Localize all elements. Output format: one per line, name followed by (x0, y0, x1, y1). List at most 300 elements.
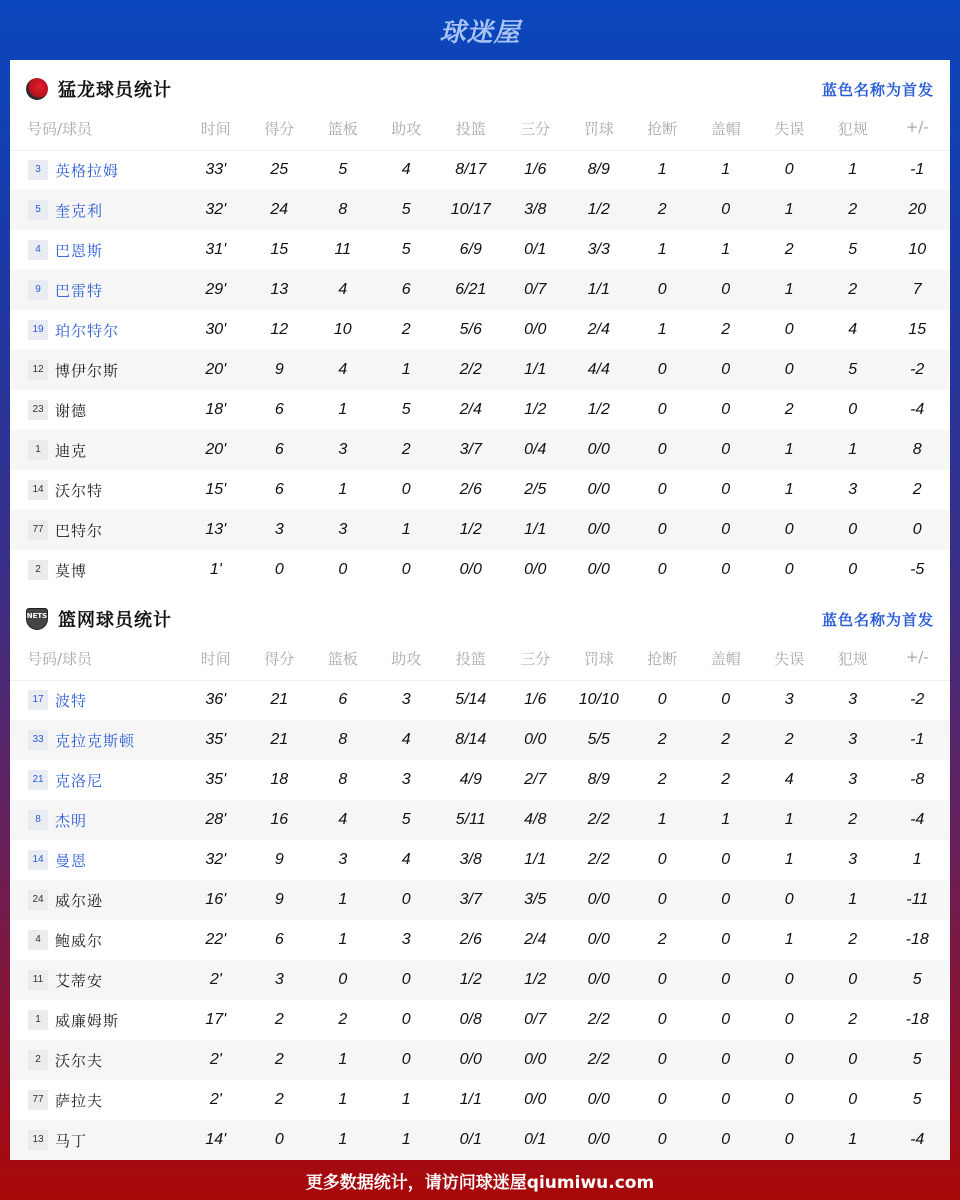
stat-cell: 2 (694, 720, 757, 760)
stat-cell: -18 (905, 1011, 929, 1028)
stat-cell: 0 (375, 1040, 438, 1080)
table-row (10, 430, 950, 470)
stat-cell: 3 (401, 931, 411, 948)
stat-cell: 3/8 (459, 851, 482, 868)
player-name: 马丁 (55, 1131, 88, 1150)
stat-cell: 5/14 (455, 691, 487, 709)
column-header: 盖帽 (694, 118, 757, 150)
player-name: 巴特尔 (55, 521, 104, 540)
stat-cell: 15' (205, 481, 227, 498)
stat-cell: 18' (205, 401, 227, 418)
stat-cell: 0/1 (504, 1120, 567, 1160)
stat-cell: 1 (721, 161, 731, 179)
player-name: 威尔逊 (55, 891, 104, 910)
stat-cell: 0 (631, 880, 694, 920)
jersey-number-badge: 33 (28, 730, 48, 750)
jersey-number-badge: 11 (28, 970, 48, 990)
stat-cell: 0 (784, 321, 794, 338)
stat-cell: 4 (311, 800, 374, 840)
stat-cell: 0 (721, 561, 731, 578)
stat-cell: 10 (333, 321, 352, 338)
stat-cell: 1 (657, 161, 667, 179)
stat-cell: 1 (375, 1120, 438, 1160)
stat-cell: 1/2 (587, 401, 610, 418)
column-header: 失误 (757, 648, 820, 680)
stat-cell: 2/2 (567, 1040, 630, 1080)
stat-cell: 5 (884, 1040, 950, 1080)
stat-cell: 1 (757, 800, 820, 840)
stat-cell: 33' (205, 161, 227, 179)
column-header: 得分 (248, 118, 311, 150)
column-header: 盖帽 (694, 648, 757, 680)
stat-cell: 1/2 (524, 401, 547, 418)
column-header: 抢断 (631, 648, 694, 680)
stat-cell: 0 (338, 561, 348, 578)
stat-cell: 0 (274, 561, 284, 578)
stat-cell: 1 (821, 880, 884, 920)
footer-text: 更多数据统计，请访问球迷屋qiumiwu.com (305, 1172, 655, 1193)
stat-cell: 2/2 (567, 800, 630, 840)
stat-cell: 6 (375, 270, 438, 310)
player-name: 巴恩斯 (55, 241, 104, 260)
stat-cell: 0 (401, 1011, 411, 1028)
stat-cell: 1/1 (459, 1091, 482, 1108)
stat-cell: 2/4 (587, 321, 610, 338)
stat-cell: 0 (694, 1040, 757, 1080)
stat-cell: 3 (311, 430, 374, 470)
stat-cell: 0 (757, 1120, 820, 1160)
stat-cell: 1/2 (567, 190, 630, 230)
stat-cell: 2 (401, 321, 411, 338)
stat-cell: 0 (721, 691, 731, 709)
stat-cell: 3 (821, 720, 884, 760)
brand-logo: 球迷屋 (439, 17, 521, 48)
player-cell (10, 190, 184, 230)
player-cell (10, 680, 184, 720)
stat-cell: 8/9 (587, 771, 610, 788)
stat-cell: 2 (721, 771, 731, 788)
player-cell (10, 510, 184, 550)
stat-cell: 0 (884, 510, 950, 550)
jersey-number-badge: 12 (28, 360, 48, 380)
stat-cell: 9 (274, 851, 284, 868)
stat-cell: 0 (401, 481, 411, 498)
starter-legend-note: 蓝色名称为首发 (821, 80, 934, 99)
stat-cell: 2 (274, 1091, 284, 1108)
footer-banner (0, 1160, 960, 1200)
stat-cell: 0 (694, 190, 757, 230)
stat-cell: 0 (694, 350, 757, 390)
stat-cell: 0 (694, 960, 757, 1000)
jersey-number-badge: 24 (28, 890, 48, 910)
jersey-number-badge: 4 (28, 930, 48, 950)
stat-cell: 0 (657, 1011, 667, 1028)
team-title (26, 76, 172, 102)
stat-cell: 1/2 (504, 960, 567, 1000)
stat-cell: 1 (375, 350, 438, 390)
stat-cell: 3 (401, 691, 411, 709)
stat-cell: 2' (209, 1091, 222, 1108)
player-name: 沃尔夫 (55, 1051, 104, 1070)
stat-cell: 8 (884, 430, 950, 470)
stat-cell: 1 (311, 880, 374, 920)
stat-cell: 0/8 (459, 1011, 482, 1028)
nets-logo-icon: NETS (26, 608, 48, 630)
stat-cell: 11 (334, 241, 352, 258)
jersey-number-badge: 13 (28, 1130, 48, 1150)
player-name: 艾蒂安 (55, 971, 104, 990)
stat-cell: -4 (884, 1120, 950, 1160)
player-name: 珀尔特尔 (55, 321, 120, 340)
stat-cell: 1 (848, 161, 858, 179)
stat-cell: 2 (784, 401, 794, 418)
stat-cell: 0 (631, 350, 694, 390)
stat-cell: -2 (910, 691, 925, 709)
player-cell (10, 350, 184, 390)
table-row (10, 270, 950, 310)
stat-cell: 5 (338, 161, 348, 179)
team-title (26, 606, 172, 632)
stat-cell: -8 (910, 771, 925, 788)
stat-cell: 13' (184, 510, 247, 550)
stat-cell: -11 (884, 880, 950, 920)
table-row (10, 720, 950, 760)
stat-cell: 0/7 (524, 1011, 547, 1028)
stat-cell: 18 (270, 771, 289, 788)
stat-cell: 5 (375, 800, 438, 840)
stat-cell: 0 (694, 1120, 757, 1160)
player-name: 克洛尼 (55, 771, 104, 790)
player-name: 鲍威尔 (55, 931, 104, 950)
stat-cell: 2 (657, 771, 667, 788)
stat-cell: 0 (657, 561, 667, 578)
stat-cell: 0 (631, 1120, 694, 1160)
stat-cell: 0 (694, 430, 757, 470)
stat-cell: 8/14 (438, 720, 504, 760)
jersey-number-badge: 77 (28, 1090, 48, 1110)
stat-cell: 0/0 (524, 321, 547, 338)
stat-cell: 3/7 (438, 430, 504, 470)
stat-cell: 0 (721, 401, 731, 418)
stat-cell: 5 (912, 1091, 922, 1108)
stat-cell: 1 (757, 190, 820, 230)
column-header: 助攻 (375, 648, 438, 680)
jersey-number-badge: 23 (28, 400, 48, 420)
table-header-row (10, 118, 950, 150)
table-row (10, 880, 950, 920)
player-cell (10, 760, 184, 800)
stat-cell: 3 (338, 851, 348, 868)
column-header: 抢断 (631, 118, 694, 150)
stat-cell: 2/6 (459, 481, 482, 498)
stat-cell: 0 (401, 561, 411, 578)
table-row (10, 150, 950, 190)
player-cell (10, 920, 184, 960)
stat-cell: 4 (311, 270, 374, 310)
stat-cell: 31' (205, 241, 227, 258)
table-row (10, 230, 950, 270)
stat-cell: 0 (757, 960, 820, 1000)
team-name: 篮网球员统计 (58, 610, 172, 631)
stat-cell: 16 (248, 800, 311, 840)
player-cell (10, 430, 184, 470)
stat-cell: 3/7 (438, 880, 504, 920)
stat-cell: 2 (784, 241, 794, 258)
player-name: 克拉克斯顿 (55, 731, 136, 750)
jersey-number-badge: 14 (28, 480, 48, 500)
stat-cell: 2 (848, 931, 858, 948)
stat-cell: 17' (205, 1011, 227, 1028)
player-name: 博伊尔斯 (55, 361, 120, 380)
stat-cell: 7 (884, 270, 950, 310)
stat-cell: 0 (757, 1040, 820, 1080)
stat-cell: 0/0 (587, 1091, 610, 1108)
stat-cell: 25 (270, 161, 289, 179)
stat-cell: 0 (848, 561, 858, 578)
stat-cell: 1 (821, 430, 884, 470)
player-cell (10, 960, 184, 1000)
stat-cell: 2' (184, 960, 247, 1000)
table-row (10, 470, 950, 510)
section-header (10, 590, 950, 648)
stat-cell: 1 (757, 270, 820, 310)
stat-cell: 6 (274, 401, 284, 418)
stat-cell: 1/2 (438, 960, 504, 1000)
stat-cell: 0 (721, 1091, 731, 1108)
stat-cell: 1 (401, 1091, 411, 1108)
stat-cell: 1/2 (438, 510, 504, 550)
stat-cell: 22' (205, 931, 227, 948)
stat-cell: 16' (184, 880, 247, 920)
player-stats-table (10, 648, 950, 1160)
stat-cell: 0 (694, 510, 757, 550)
table-row (10, 920, 950, 960)
stat-cell: 20' (184, 430, 247, 470)
stat-cell: 1 (694, 800, 757, 840)
stat-cell: 0 (631, 430, 694, 470)
stat-cell: 6 (248, 430, 311, 470)
stat-cell: 3 (248, 960, 311, 1000)
stat-cell: 2/7 (524, 771, 547, 788)
player-cell (10, 310, 184, 350)
stat-cell: 1 (338, 931, 348, 948)
jersey-number-badge: 9 (28, 280, 48, 300)
stat-cell: 20 (884, 190, 950, 230)
player-name: 奎克利 (55, 201, 104, 220)
stat-cell: 1 (721, 241, 731, 258)
table-row (10, 190, 950, 230)
stat-cell: 1 (311, 1040, 374, 1080)
stat-cell: 4 (375, 720, 438, 760)
stat-cell: 0/0 (587, 561, 610, 578)
table-row (10, 960, 950, 1000)
stat-cell: 0 (631, 510, 694, 550)
stat-cell: 0 (784, 1091, 794, 1108)
stat-cell: 2/4 (459, 401, 482, 418)
stat-cell: 5 (375, 190, 438, 230)
stat-cell: 0 (784, 161, 794, 179)
stat-cell: 2 (821, 270, 884, 310)
player-cell (10, 470, 184, 510)
stat-cell: 1/1 (567, 270, 630, 310)
player-cell (10, 880, 184, 920)
stat-cell: 14' (184, 1120, 247, 1160)
stat-cell: 0/1 (524, 241, 547, 258)
stat-cell: 10/17 (438, 190, 504, 230)
stat-cell: 2 (338, 1011, 348, 1028)
table-row (10, 1000, 950, 1040)
stat-cell: 0 (821, 1040, 884, 1080)
stat-cell: 2/4 (524, 931, 547, 948)
stat-cell: 0 (721, 931, 731, 948)
stat-cell: 2/6 (459, 931, 482, 948)
column-header: 篮板 (311, 118, 374, 150)
stat-cell: 5 (401, 401, 411, 418)
stat-cell: 2' (184, 1040, 247, 1080)
stat-cell: 28' (184, 800, 247, 840)
stat-cell: 1 (757, 430, 820, 470)
stat-cell: 24 (248, 190, 311, 230)
stat-cell: 1/6 (524, 691, 547, 709)
stat-cell: 1 (657, 241, 667, 258)
stat-cell: 0/0 (567, 430, 630, 470)
column-header: 三分 (504, 118, 567, 150)
stat-cell: 4 (848, 321, 858, 338)
stat-cell: 0 (821, 960, 884, 1000)
stat-cell: 20' (184, 350, 247, 390)
column-header: 时间 (184, 648, 247, 680)
stat-cell: 0/0 (438, 1040, 504, 1080)
stat-cell: 1 (784, 481, 794, 498)
stat-cell: 1/1 (504, 350, 567, 390)
jersey-number-badge: 5 (28, 200, 48, 220)
stat-cell: 0 (657, 851, 667, 868)
stat-cell: 1/1 (524, 851, 547, 868)
stat-cell: 0 (848, 1091, 858, 1108)
player-cell (10, 270, 184, 310)
stat-cell: 2 (821, 190, 884, 230)
player-name: 沃尔特 (55, 481, 104, 500)
stat-cell: 36' (205, 691, 227, 709)
team-section (10, 590, 950, 1160)
stat-cell: 8/17 (455, 161, 487, 179)
column-header: 号码/球员 (10, 648, 184, 680)
stat-cell: 1 (375, 510, 438, 550)
table-row (10, 510, 950, 550)
stat-cell: 21 (248, 720, 311, 760)
stat-cell: 1/6 (524, 161, 547, 179)
stat-cell: 3 (848, 771, 858, 788)
player-name: 波特 (55, 691, 88, 710)
column-header: 投篮 (438, 118, 504, 150)
stat-cell: 6/21 (438, 270, 504, 310)
team-name: 猛龙球员统计 (58, 80, 172, 101)
stat-cell: 0 (631, 270, 694, 310)
stat-cell: 4/8 (504, 800, 567, 840)
stat-cell: 0 (375, 960, 438, 1000)
stat-cell: 0 (721, 481, 731, 498)
player-cell (10, 720, 184, 760)
stat-cell: 10 (908, 241, 927, 258)
jersey-number-badge: 3 (28, 160, 48, 180)
stat-cell: 3 (401, 771, 411, 788)
stat-cell: 0/0 (459, 561, 482, 578)
stat-cell: 1 (338, 1091, 348, 1108)
stat-cell: 4/4 (567, 350, 630, 390)
table-row (10, 350, 950, 390)
stat-cell: 2/2 (587, 1011, 610, 1028)
stat-cell: 1 (821, 1120, 884, 1160)
jersey-number-badge: 1 (28, 1010, 48, 1030)
starter-legend-note: 蓝色名称为首发 (821, 610, 934, 629)
stat-cell: 4/9 (459, 771, 482, 788)
stat-cell: -18 (905, 931, 929, 948)
column-header: 罚球 (567, 118, 630, 150)
jersey-number-badge: 21 (28, 770, 48, 790)
table-row (10, 1120, 950, 1160)
stat-cell: 4 (401, 161, 411, 179)
column-header: 篮板 (311, 648, 374, 680)
column-header: 助攻 (375, 118, 438, 150)
stat-cell: 30' (205, 321, 227, 338)
stat-cell: 0/0 (587, 481, 610, 498)
player-cell (10, 840, 184, 880)
stat-cell: -2 (884, 350, 950, 390)
jersey-number-badge: 2 (28, 1050, 48, 1070)
table-row (10, 390, 950, 430)
stat-cell: 6 (274, 481, 284, 498)
stat-cell: 2 (375, 430, 438, 470)
column-header: +/- (884, 648, 950, 680)
stat-cell: 1 (784, 931, 794, 948)
column-header: 投篮 (438, 648, 504, 680)
stat-cell: 1 (784, 851, 794, 868)
stat-cell: 0 (721, 851, 731, 868)
stat-cell: -4 (910, 401, 925, 418)
column-header: 失误 (757, 118, 820, 150)
player-cell (10, 230, 184, 270)
stat-cell: 2 (821, 800, 884, 840)
stat-cell: 5 (884, 960, 950, 1000)
stat-cell: 0 (848, 401, 858, 418)
stat-cell: 8 (311, 720, 374, 760)
player-stats-table (10, 118, 950, 590)
stat-cell: 0/4 (504, 430, 567, 470)
stat-cell: 5 (848, 241, 858, 258)
stat-cell: 1/1 (504, 510, 567, 550)
stat-cell: 2/5 (524, 481, 547, 498)
stat-cell: 3 (848, 851, 858, 868)
stat-cell: 3 (784, 691, 794, 709)
stat-cell: 8/9 (587, 161, 610, 179)
stat-cell: 2 (631, 190, 694, 230)
table-row (10, 840, 950, 880)
stat-cell: 4 (784, 771, 794, 788)
stat-cell: 0 (757, 350, 820, 390)
stat-cell: 2 (848, 1011, 858, 1028)
stat-cell: 0/0 (524, 1091, 547, 1108)
stat-cell: 0/1 (438, 1120, 504, 1160)
table-row (10, 800, 950, 840)
stat-cell: 1 (912, 851, 922, 868)
stat-cell: 10/10 (578, 691, 619, 709)
stat-cell: 0/0 (567, 960, 630, 1000)
stat-cell: 0 (631, 960, 694, 1000)
stat-cell: 4 (401, 851, 411, 868)
stat-cell: 5/11 (438, 800, 504, 840)
table-row (10, 550, 950, 590)
stat-cell: 1' (209, 561, 222, 578)
